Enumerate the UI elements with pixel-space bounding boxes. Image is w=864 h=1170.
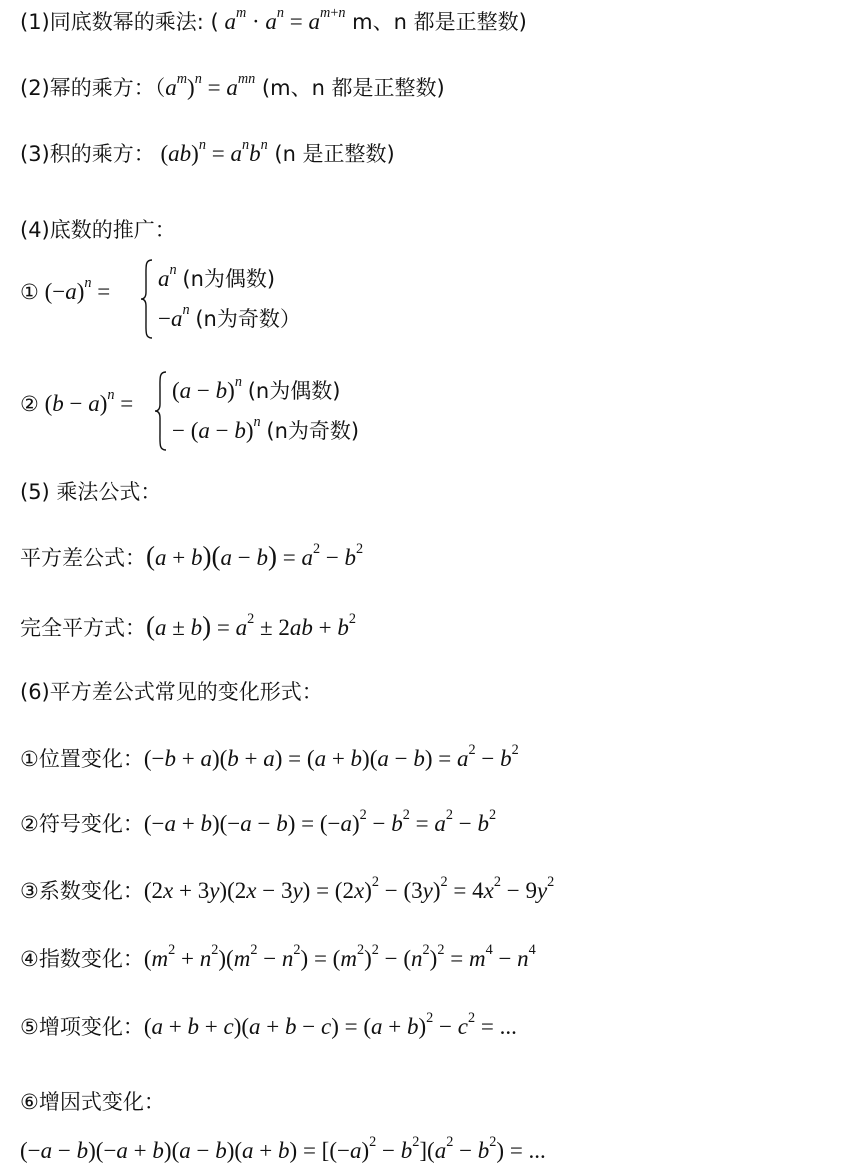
case-2-brace (154, 370, 168, 452)
variation-3 (20, 873, 555, 905)
case-2-even: $(a - b)^n$ (n为偶数) (172, 373, 341, 403)
difference-of-squares (20, 540, 363, 572)
difference-of-squares-formula: $(a + b)(a - b) = a^2 - b^2$ (146, 540, 364, 571)
variation-4 (20, 941, 536, 973)
rule-1 (20, 4, 527, 36)
case-1-marker: ① (20, 280, 39, 304)
perfect-square (20, 610, 356, 642)
rule-3-label: (3)积的乘方： (20, 142, 155, 166)
rule-1-formula: $a^m \cdot a^n = a^{m+n}$ (224, 4, 346, 34)
perfect-square-label: 完全平方式： (20, 616, 146, 640)
rule-5-heading (20, 480, 161, 505)
variation-2-label: ②符号变化： (20, 812, 144, 836)
case-1-branches (158, 259, 301, 339)
variation-1 (20, 741, 519, 773)
variation-3-formula: $(2x + 3y)(2x - 3y) = (2x)^2 - (3y)^2 = 4x^2 - 9y^2$ (143, 873, 555, 903)
rule-2-label: (2)幂的乘方：（ (20, 76, 166, 100)
rule-1-label: (1)同底数幂的乘法: ( (20, 10, 219, 34)
rule-4-heading (20, 218, 176, 243)
variation-2 (20, 806, 497, 838)
rule-3 (20, 136, 395, 168)
variation-6-label: ⑥增因式变化： (20, 1090, 165, 1114)
variation-6-expression: $(-a - b)(-a + b)(a - b)(a + b) = [(-a)^2 - b^2](a^2 - b^2)$ = ... (20, 1133, 546, 1163)
variation-5-label: ⑤增项变化： (20, 1015, 144, 1039)
difference-of-squares-label: 平方差公式： (20, 546, 146, 570)
rule-3-formula: $(ab)^n = a^nb^n$ (154, 136, 268, 166)
rule-3-condition: (n 是正整数) (267, 142, 395, 166)
case-2-lhs: ② $(b - a)^n$ = (20, 386, 134, 416)
case-2-marker: ② (20, 392, 39, 416)
case-2-odd: − $(a - b)^n$ (n为奇数) (172, 413, 360, 443)
rule-5-label: (5) 乘法公式： (20, 480, 162, 504)
case-1-odd: $-a^n$ (n为奇数） (158, 301, 301, 331)
variation-2-formula: $(-a + b)(-a - b) = (-a)^2 - b^2 = a^2 - b^2$ (143, 806, 497, 836)
rule-4-case-2 (20, 370, 440, 452)
perfect-square-formula: $(a \pm b) = a^2 \pm 2ab + b^2$ (146, 610, 356, 641)
variation-6-formula (20, 1133, 546, 1165)
rule-2-formula: $a^m)^n = a^{mn}$ (165, 70, 256, 100)
variation-5-formula: $(a + b + c)(a + b - c) = (a + b)^2 - c^2$ = ... (143, 1009, 517, 1039)
variation-1-label: ①位置变化： (20, 747, 144, 771)
rule-4-label: (4)底数的推广： (20, 218, 176, 242)
rule-2 (20, 70, 445, 102)
variation-4-formula: $(m^2 + n^2)(m^2 - n^2) = (m^2)^2 - (n^2)^2 = m^4 - n^4$ (143, 941, 536, 971)
rule-1-condition: m、n 都是正整数) (345, 10, 527, 34)
case-1-lhs: ① $(-a)^n$ = (20, 274, 111, 304)
rule-6-label: (6)平方差公式常见的变化形式： (20, 680, 323, 704)
rule-4-case-1 (20, 258, 420, 340)
variation-3-label: ③系数变化： (20, 879, 144, 903)
variation-5 (20, 1009, 517, 1041)
rule-2-condition: (m、n 都是正整数) (255, 76, 445, 100)
case-1-even: $a^n$ (n为偶数) (158, 261, 276, 291)
case-2-branches (172, 371, 359, 451)
variation-1-formula: $(-b + a)(b + a) = (a + b)(a - b) = a^2 - b^2$ (143, 741, 519, 771)
case-1-brace (140, 258, 154, 340)
variation-6-heading (20, 1090, 165, 1115)
variation-4-label: ④指数变化： (20, 947, 144, 971)
rule-6-heading (20, 680, 323, 705)
